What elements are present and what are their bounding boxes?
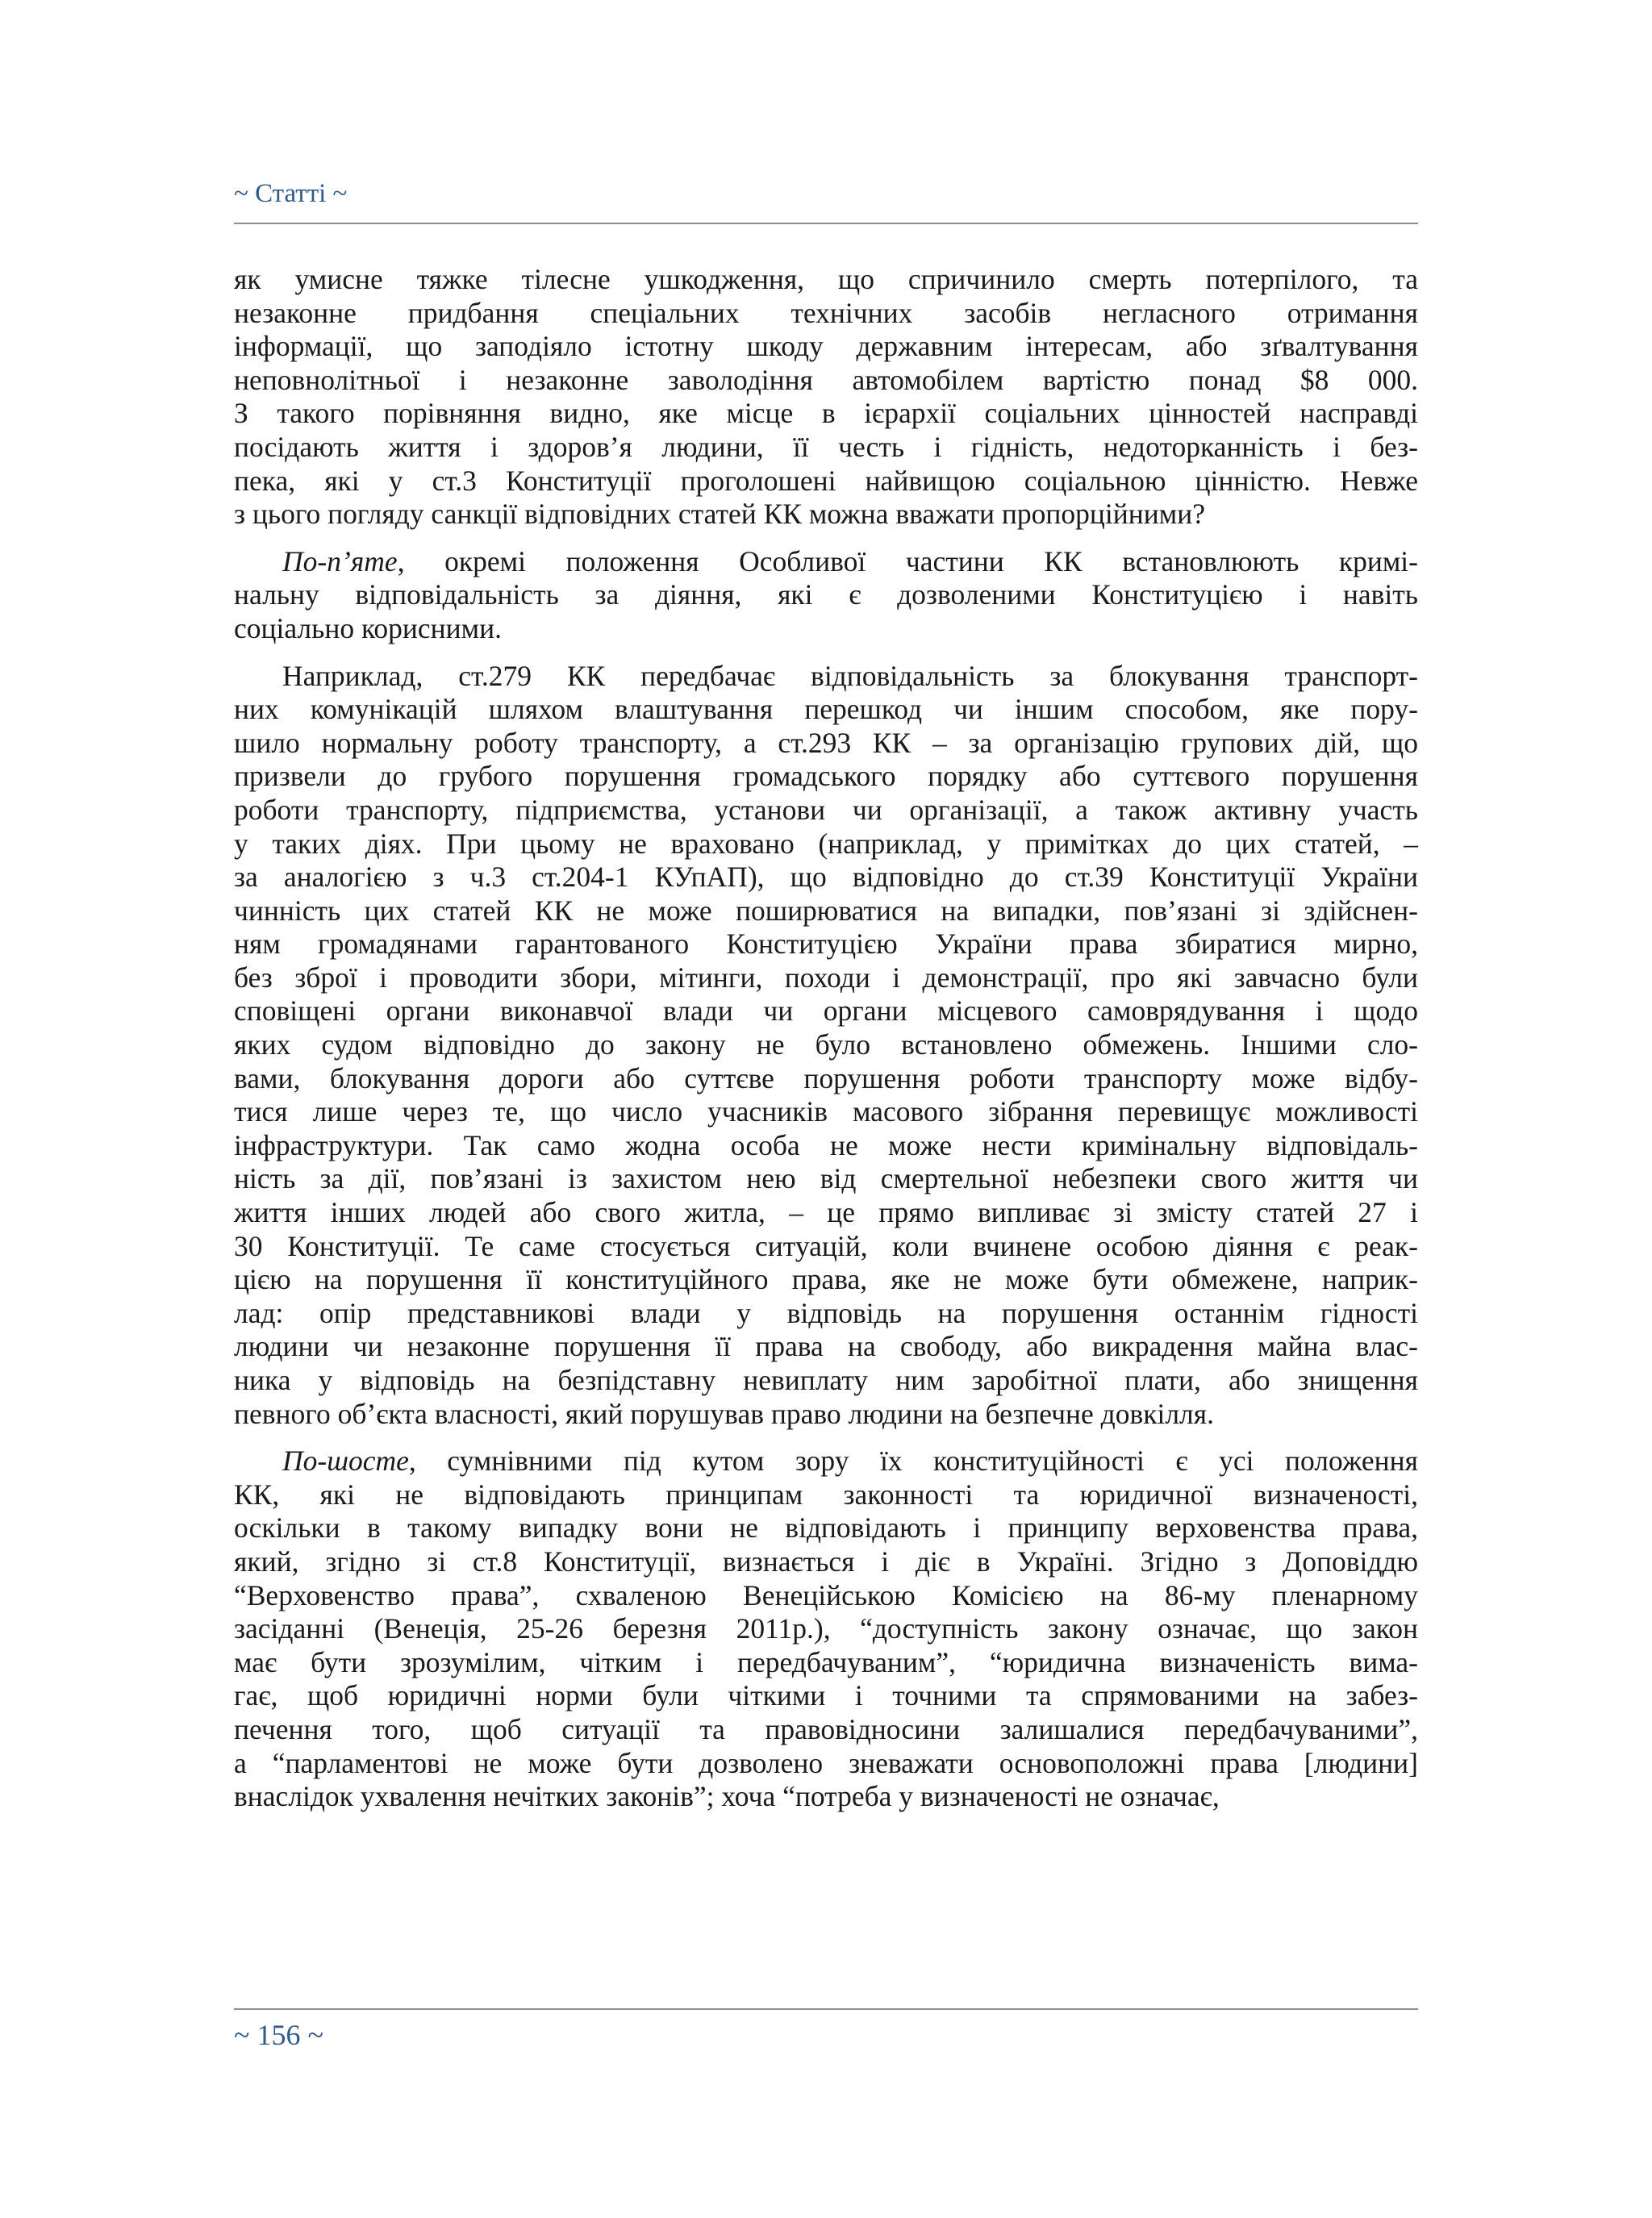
text-line (234, 578, 1418, 612)
line-text: має бути зрозумілим, чітким і передбачуваним”, “юридична визначеність вима- (234, 1645, 1418, 1678)
italic-term: По-шосте (282, 1445, 409, 1478)
running-head: ~ Статті ~ (234, 179, 348, 208)
text-line (234, 1579, 1418, 1613)
paragraph (234, 545, 1418, 646)
line-text: ника у відповідь на безпідставну невиплату ним заробітної плати, або знищення (234, 1364, 1418, 1396)
line-text: вами, блокування дороги або суттєве порушення роботи транспорту може відбу- (234, 1061, 1418, 1094)
line-text: без зброї і проводити збори, мітинги, походи і демонстрації, про які завчасно були (234, 961, 1418, 994)
line-text: роботи транспорту, підприємства, установи чи організації, а також активну участь (234, 793, 1418, 826)
line-text: Наприклад, ст.279 КК передбачає відповідальність за блокування транспорт- (282, 659, 1418, 692)
text-line (234, 465, 1418, 498)
text-line (234, 1330, 1418, 1364)
line-text: посідають життя і здоров’я людини, її честь і гідність, недоторканність і без- (234, 430, 1418, 463)
line-text: гає, щоб юридичні норми були чіткими і точними та спрямованими на забез- (234, 1679, 1418, 1712)
line-text: неповнолітньої і незаконне заволодіння автомобілем вартістю понад $8 000. (234, 363, 1418, 396)
paragraph (234, 263, 1418, 532)
page-number: ~ 156 ~ (234, 2019, 323, 2051)
text-line (234, 1263, 1418, 1297)
line-text: а “парламентові не може бути дозволено зневажати основоположні права [людини] (234, 1746, 1418, 1779)
line-text: інфраструктури. Так само жодна особа не може нести кримінальну відповідаль- (234, 1128, 1418, 1161)
paragraph (234, 1445, 1418, 1814)
line-text: яких судом відповідно до закону не було встановлено обмежень. Іншими сло- (234, 1028, 1418, 1061)
paragraph-gap (234, 1431, 1418, 1445)
line-text: соціально корисними. (234, 611, 502, 644)
text-line (234, 961, 1418, 995)
text-line (234, 794, 1418, 828)
line-text: нальну відповідальність за діяння, які є дозволеними Конституцією і навіть (234, 578, 1418, 611)
line-text: внаслідок ухвалення нечітких законів”; хоча “потреба у визначеності не означає, (234, 1780, 1220, 1813)
text-line (234, 431, 1418, 465)
text-line (234, 1646, 1418, 1680)
text-line (234, 1364, 1418, 1398)
paragraph-gap (234, 532, 1418, 545)
line-text: з цього погляду санкції відповідних статей КК можна вважати пропорційними? (234, 498, 1205, 531)
line-text: сповіщені органи виконавчої влади чи органи місцевого самоврядування і щодо (234, 994, 1418, 1028)
line-text: шило нормальну роботу транспорту, а ст.293 КК – за організацію групових дій, що (234, 726, 1418, 759)
text-line (234, 928, 1418, 961)
line-text: певного об’єкта власності, який порушував право людини на безпечне довкілля. (234, 1397, 1214, 1430)
text-line (234, 1445, 1418, 1478)
text-line (234, 994, 1418, 1028)
line-text: ність за дії, пов’язані із захистом нею від смертельної небезпеки свого життя чи (234, 1162, 1418, 1195)
text-line (234, 545, 1418, 579)
line-text: З такого порівняння видно, яке місце в ієрархії соціальних цінностей насправді (234, 397, 1418, 430)
line-text: них комунікацій шляхом влаштування перешкод чи іншим способом, яке пору- (234, 693, 1418, 726)
text-line (234, 1511, 1418, 1545)
line-text: пека, які у ст.3 Конституції проголошені найвищою соціальною цінністю. Невже (234, 464, 1418, 497)
line-text: цією на порушення її конституційного права, яке не може бути обмежене, наприк- (234, 1263, 1418, 1296)
line-text: тися лише через те, що число учасників масового зібрання перевищує можливості (234, 1095, 1418, 1128)
line-text: незаконне придбання спеціальних технічних засобів негласного отримання (234, 296, 1418, 329)
text-line (234, 660, 1418, 694)
text-line (234, 1780, 1418, 1814)
text-line (234, 1297, 1418, 1331)
text-line (234, 1713, 1418, 1747)
text-line (234, 1062, 1418, 1096)
text-line (234, 1196, 1418, 1230)
line-text: у таких діях. При цьому не враховано (наприклад, у примітках до цих статей, – (234, 827, 1418, 860)
text-line (234, 861, 1418, 894)
text-line (234, 894, 1418, 928)
line-text: , сумнівними під кутом зору їх конституційності є усі положення (408, 1445, 1418, 1478)
text-line (234, 263, 1418, 297)
text-line (234, 1095, 1418, 1129)
line-text: лад: опір представникові влади у відповідь на порушення останнім гідності (234, 1296, 1418, 1329)
line-text: “Верховенство права”, схваленою Венеційською Комісією на 86-му пленарному (234, 1578, 1418, 1611)
text-line (234, 1398, 1418, 1432)
text-line (234, 297, 1418, 331)
paragraph (234, 660, 1418, 1432)
line-text: засіданні (Венеція, 25-26 березня 2011р.), “доступність закону означає, що закон (234, 1612, 1418, 1645)
line-text: печення того, щоб ситуації та правовідносини залишалися передбачуваними”, (234, 1712, 1418, 1745)
text-line (234, 1129, 1418, 1163)
text-line (234, 612, 1418, 646)
line-text: 30 Конституції. Те саме стосується ситуацій, коли вчинене особою діяння є реак- (234, 1229, 1418, 1262)
line-text: інформації, що заподіяло істотну шкоду державним інтересам, або зґвалтування (234, 330, 1418, 363)
line-text: який, згідно зі ст.8 Конституції, визнається і діє в Україні. Згідно з Доповіддю (234, 1545, 1418, 1578)
text-line (234, 397, 1418, 431)
line-text: КК, які не відповідають принципам законності та юридичної визначеності, (234, 1478, 1418, 1511)
text-line (234, 828, 1418, 861)
line-text: за аналогією з ч.3 ст.204-1 КУпАП), що відповідно до ст.39 Конституції України (234, 861, 1418, 894)
text-line (234, 1162, 1418, 1196)
text-line (234, 1028, 1418, 1062)
paragraph-gap (234, 646, 1418, 660)
italic-term: По-п’яте (282, 544, 398, 577)
body-text (234, 263, 1418, 1814)
line-text: як умисне тяжке тілесне ушкодження, що спричинило смерть потерпілого, та (234, 263, 1418, 295)
line-text: чинність цих статей КК не може поширюватися на випадки, пов’язані зі здійснен- (234, 894, 1418, 927)
text-line (234, 1747, 1418, 1781)
header-rule (234, 223, 1418, 224)
line-text: життя інших людей або свого житла, – це прямо випливає зі змісту статей 27 і (234, 1196, 1418, 1229)
footer-rule (234, 2008, 1418, 2010)
line-text: призвели до грубого порушення громадського порядку або суттєвого порушення (234, 760, 1418, 793)
text-line (234, 1230, 1418, 1264)
text-line (234, 1478, 1418, 1512)
text-line (234, 330, 1418, 364)
text-line (234, 498, 1418, 532)
text-line (234, 1679, 1418, 1713)
line-text: людини чи незаконне порушення її права на свободу, або викрадення майна влас- (234, 1330, 1418, 1363)
text-line (234, 727, 1418, 761)
text-line (234, 1545, 1418, 1579)
line-text: ням громадянами гарантованого Конституцією України права збиратися мирно, (234, 928, 1418, 961)
text-line (234, 760, 1418, 794)
line-text: , окремі положення Особливої частини КК встановлюють кримі- (397, 544, 1418, 577)
text-line (234, 693, 1418, 727)
text-line (234, 1612, 1418, 1646)
line-text: оскільки в такому випадку вони не відповідають і принципу верховенства права, (234, 1511, 1418, 1545)
text-line (234, 364, 1418, 398)
